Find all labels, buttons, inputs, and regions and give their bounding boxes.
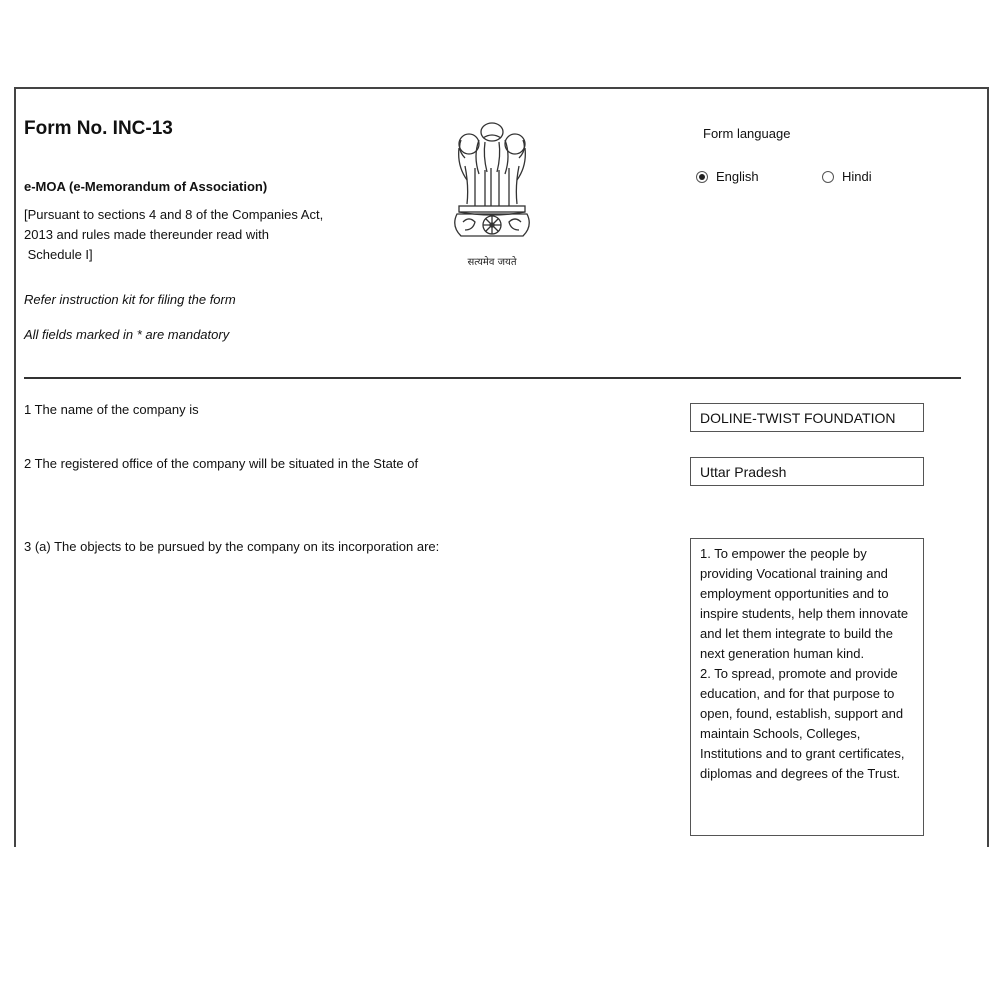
form-language-label: Form language (703, 126, 791, 141)
radio-selected-icon (696, 171, 708, 183)
emblem-motto: सत्यमेव जयते (467, 257, 517, 268)
radio-unselected-icon (822, 171, 834, 183)
hindi-radio[interactable] (822, 169, 872, 184)
objects-textarea[interactable]: 1. To empower the people by providing Vocational training and employment opportunities and to inspire students, help them innovate and let them integrate to build the next generation human kind. 2. To spread, promote and provide education, and for that purpose to open, found, establish, support and maintain Schools, Colleges, Institutions and to grant certificates, diplomas and degrees of the Trust. (690, 538, 924, 836)
q3-label: 3 (a) The objects to be pursued by the company on its incorporation are: (24, 539, 440, 554)
pursuant-text (24, 205, 394, 265)
instruction-note: Refer instruction kit for filing the form (24, 292, 236, 307)
national-emblem-logo (445, 118, 540, 273)
pursuant-line: Schedule I] (24, 247, 93, 262)
hindi-radio-label: Hindi (842, 169, 872, 184)
company-name-field[interactable]: DOLINE-TWIST FOUNDATION (690, 403, 924, 432)
form-subtitle: e-MOA (e-Memorandum of Association) (24, 179, 268, 194)
pursuant-line: 2013 and rules made thereunder read with (24, 227, 269, 242)
q1-label: 1 The name of the company is (24, 402, 199, 417)
mandatory-note: All fields marked in * are mandatory (24, 327, 230, 342)
q2-label: 2 The registered office of the company will be situated in the State of (24, 456, 419, 471)
english-radio[interactable] (696, 169, 759, 184)
pursuant-line: [Pursuant to sections 4 and 8 of the Companies Act, (24, 207, 324, 222)
state-field[interactable]: Uttar Pradesh (690, 457, 924, 486)
english-radio-label: English (716, 169, 759, 184)
form-title: Form No. INC-13 (24, 118, 173, 139)
header-divider (24, 377, 961, 379)
